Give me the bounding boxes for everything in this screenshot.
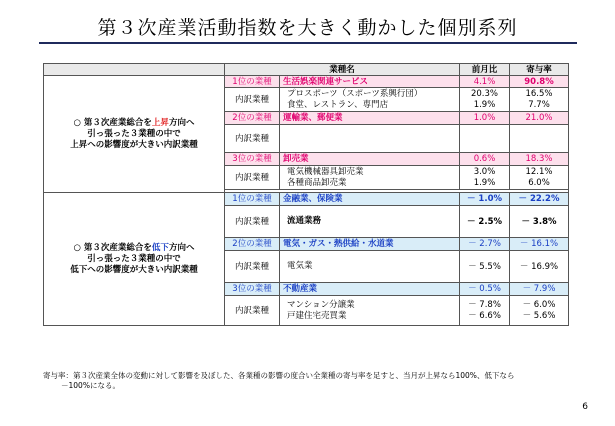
rank-label: 1位の業種 (225, 76, 280, 88)
sub-label: 内訳業種 (225, 125, 280, 153)
contrib-value: － 22.2% (510, 193, 569, 206)
industry-name: 運輸業、郵便業 (280, 112, 460, 125)
sub-contrib: 16.5% 7.7% (510, 88, 569, 112)
table-row (44, 193, 569, 206)
contrib-value: － 16.1% (510, 238, 569, 251)
header-blank (44, 64, 225, 76)
sub-label: 内訳業種 (225, 206, 280, 238)
contrib-value: － 7.9% (510, 283, 569, 296)
industry-name: 卸売業 (280, 153, 460, 166)
sub-industry-list: 電気業 (280, 251, 460, 283)
industry-name: 生活娯楽関連サービス (280, 76, 460, 88)
rank-label: 2位の業種 (225, 112, 280, 125)
down-section-label: ○ 第３次産業総合を低下方向へ 引っ張った３業種の中で 低下への影響度が大きい内訳業種 (44, 193, 225, 326)
rank-label: 3位の業種 (225, 153, 280, 166)
sub-mom: － 2.5% (460, 206, 510, 238)
sub-mom: 20.3% 1.9% (460, 88, 510, 112)
mom-value: － 1.0% (460, 193, 510, 206)
mom-value: 0.6% (460, 153, 510, 166)
sub-industry-list: マンション分譲業 戸建住宅売買業 (280, 296, 460, 326)
sub-industry-list: プロスポーツ（スポーツ系興行団） 食堂、レストラン、専門店 (280, 88, 460, 112)
sub-mom (460, 125, 510, 153)
sub-mom: － 7.8% － 6.6% (460, 296, 510, 326)
sub-contrib: － 6.0% － 5.6% (510, 296, 569, 326)
table-header-row (44, 64, 569, 76)
industry-name: 電気・ガス・熱供給・水道業 (280, 238, 460, 251)
rank-label: 3位の業種 (225, 283, 280, 296)
title-underline (39, 42, 577, 44)
footnote-line-2: －100%になる。 (61, 381, 120, 390)
footnote-line-1: 寄与率：第３次産業全体の変動に対して影響を及ぼした、各業種の影響の度合い全業種の寄与率を足すと、当月が上昇なら100%、低下なら (43, 371, 515, 380)
page-number: 6 (582, 402, 588, 412)
sub-contrib: 12.1% 6.0% (510, 166, 569, 190)
mom-value: － 0.5% (460, 283, 510, 296)
mom-value: 4.1% (460, 76, 510, 88)
sub-label: 内訳業種 (225, 251, 280, 283)
rank-label: 1位の業種 (225, 193, 280, 206)
mom-value: 1.0% (460, 112, 510, 125)
contribution-table (43, 63, 569, 326)
sub-mom: 3.0% 1.9% (460, 166, 510, 190)
page-title: 第３次産業活動指数を大きく動かした個別系列 (97, 17, 518, 39)
sub-industry-list: 電気機械器具卸売業 各種商品卸売業 (280, 166, 460, 190)
header-mom: 前月比 (460, 64, 510, 76)
rank-label: 2位の業種 (225, 238, 280, 251)
header-industry-name: 業種名 (225, 64, 460, 76)
header-contrib: 寄与率 (510, 64, 569, 76)
contrib-value: 90.8% (510, 76, 569, 88)
sub-industry-list (280, 125, 460, 153)
contrib-value: 21.0% (510, 112, 569, 125)
industry-name: 不動産業 (280, 283, 460, 296)
sub-label: 内訳業種 (225, 166, 280, 190)
industry-name: 金融業、保険業 (280, 193, 460, 206)
contrib-value: 18.3% (510, 153, 569, 166)
sub-mom: － 5.5% (460, 251, 510, 283)
sub-label: 内訳業種 (225, 88, 280, 112)
table-row (44, 76, 569, 88)
sub-label: 内訳業種 (225, 296, 280, 326)
sub-contrib: － 3.8% (510, 206, 569, 238)
sub-contrib: － 16.9% (510, 251, 569, 283)
footnote (43, 371, 514, 391)
sub-contrib (510, 125, 569, 153)
mom-value: － 2.7% (460, 238, 510, 251)
sub-industry-list: 流通業務 (280, 206, 460, 238)
up-section-label: ○ 第３次産業総合を上昇方向へ 引っ張った３業種の中で 上昇への影響度が大きい内訳業種 (44, 76, 225, 193)
